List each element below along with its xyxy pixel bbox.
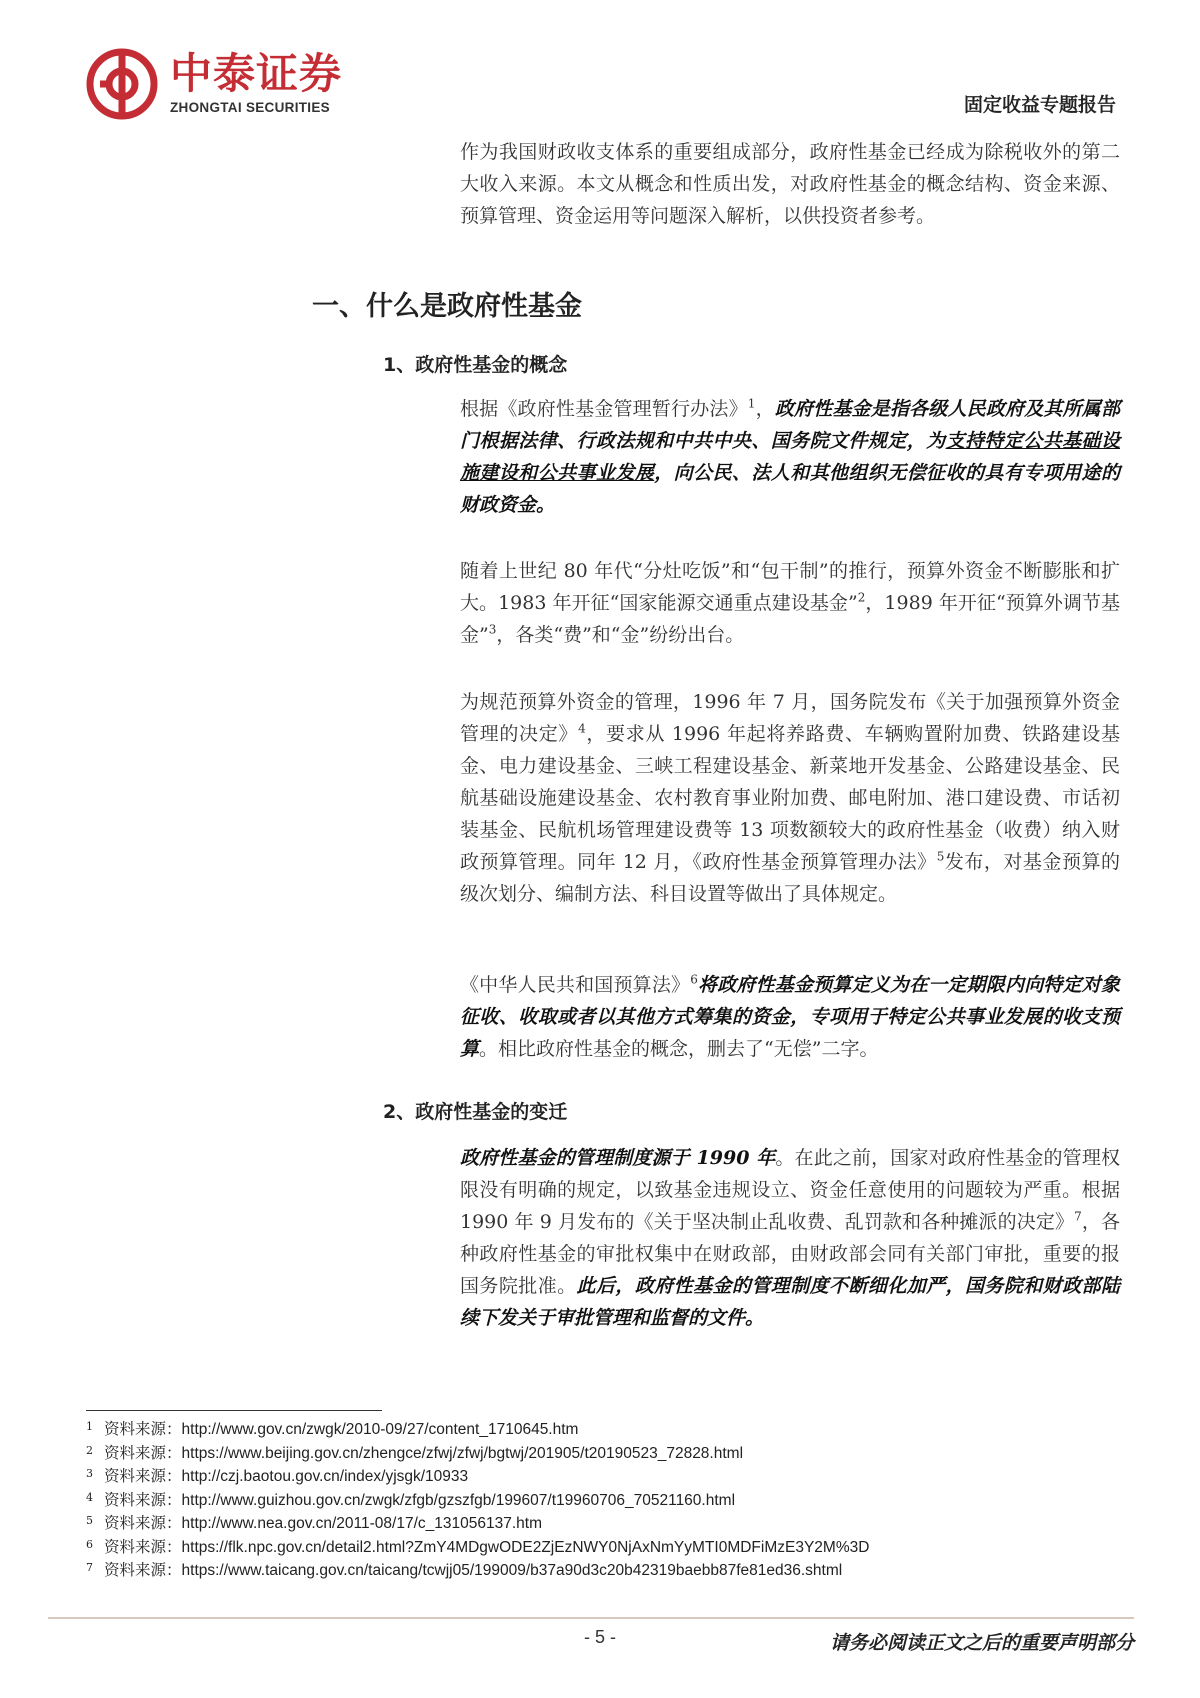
report-type-label: 固定收益专题报告 <box>963 94 1116 116</box>
footnote-item <box>86 1418 1146 1442</box>
paragraph-budget-law <box>460 969 1120 1065</box>
text: 根据《政府性基金管理暂行办法》 <box>460 398 748 420</box>
footnote-number: 3 <box>86 1467 93 1480</box>
text: 。在此之前，国家对政府性基金的管理权限没有明确的规定，以致基金违规设立、资金任意使用的问题较为严重。根据 1990 年 9 月发布的《关于坚决制止乱收费、乱罚款和各种摊派的决定》 <box>460 1147 1120 1233</box>
footnote-item <box>86 1559 1146 1583</box>
footnote-url: https://www.taicang.gov.cn/taicang/tcwjj05/199009/b37a90d3c20b42319baebb87fe81ed36.shtml <box>181 1562 843 1579</box>
footnote-url: https://www.beijing.gov.cn/zhengce/zfwj/zfwj/bgtwj/201905/t20190523_72828.html <box>181 1444 744 1462</box>
footnote-item <box>86 1512 1146 1536</box>
emphasis-text: ，向公民、法人和其他组织无偿征收的具有专项用途的财政资金。 <box>460 462 1120 516</box>
footnote-label: 资料来源： <box>104 1443 182 1462</box>
footnote-url: http://www.guizhou.gov.cn/zwgk/zfgb/gzszfgb/199607/t19960706_70521160.html <box>181 1491 736 1509</box>
footnote-number: 5 <box>86 1514 93 1527</box>
page-number: - 5 - <box>583 1627 616 1647</box>
paragraph-history <box>460 555 1120 651</box>
footnote-ref: 2 <box>857 590 866 605</box>
footnote-number: 1 <box>86 1420 93 1433</box>
footnote-item <box>86 1465 1146 1489</box>
paragraph-evolution <box>460 1142 1120 1334</box>
text: 《中华人民共和国预算法》 <box>460 974 691 996</box>
company-logo <box>86 48 386 124</box>
zhongtai-logo-icon <box>86 48 158 120</box>
text: ，要求从 1996 年起将养路费、车辆购置附加费、铁路建设基金、电力建设基金、三峡工程建设基金、新菜地开发基金、公路建设基金、民航基础设施建设基金、农村教育事业附加费、邮电附加、港口建设费、市话初装基金、民航机场管理建设费等 13 项数额较大的政府性基金（收费）纳入财政预算管理。同年 12 月，《政府性基金预算管理办法》 <box>460 723 1120 873</box>
intro-paragraph: 作为我国财政收支体系的重要组成部分，政府性基金已经成为除税收外的第二大收入来源。本文从概念和性质出发，对政府性基金的概念结构、资金来源、预算管理、资金运用等问题深入解析，以供投资者参考。 <box>460 141 1120 227</box>
footnote-url: http://www.gov.cn/zwgk/2010-09/27/content_1710645.htm <box>181 1421 579 1438</box>
footnote-divider <box>86 1410 382 1411</box>
disclaimer-text: 请务必阅读正文之后的重要声明部分 <box>829 1632 1134 1654</box>
text: 。相比政府性基金的概念，删去了“无偿”二字。 <box>479 1038 879 1060</box>
footnote-item <box>86 1536 1146 1560</box>
emphasis-text: 此后，政府性基金的管理制度不断细化加严，国务院和财政部陆续下发关于审批管理和监督的文件。 <box>460 1275 1120 1329</box>
footnote-url: http://www.nea.gov.cn/2011-08/17/c_131056137.htm <box>181 1515 542 1532</box>
subsection-title-concept: 1、政府性基金的概念 <box>383 354 568 376</box>
emphasis-text: 政府性基金是指各级人民政府及其所属部门根据法律、行政法规和中共中央、国务院文件规定，为 <box>460 398 1120 452</box>
footnote-label: 资料来源： <box>104 1467 182 1485</box>
footnote-item <box>86 1489 1146 1513</box>
text: ，各类“费”和“金”纷纷出台。 <box>496 624 745 646</box>
text: ，1989 年开征“预算外调节基金” <box>460 592 1121 646</box>
footnote-label: 资料来源： <box>104 1490 182 1509</box>
section-title: 一、什么是政府性基金 <box>312 291 582 322</box>
logo-english-name: ZHONGTAI SECURITIES <box>170 100 330 115</box>
text: 随着上世纪 80 年代“分灶吃饭”和“包干制”的推行，预算外资金不断膨胀和扩大。1983 年开征“国家能源交通重点建设基金” <box>460 560 1120 614</box>
footnote-url: https://flk.npc.gov.cn/detail2.html?ZmY4MDgwODE2ZjEzNWY0NjAxNmYyMTI0MDFiMzE3Y2M%3D <box>181 1538 870 1556</box>
text: 发布，对基金预算的级次划分、编制方法、科目设置等做出了具体规定。 <box>460 851 1120 905</box>
footnote-ref: 5 <box>936 849 945 864</box>
footnote-label: 资料来源： <box>104 1537 182 1556</box>
footnote-url: http://czj.baotou.gov.cn/index/yjsgk/10933 <box>181 1468 469 1485</box>
footnote-ref: 7 <box>1074 1209 1082 1224</box>
footnote-label: 资料来源： <box>104 1420 182 1438</box>
footnote-number: 7 <box>86 1561 93 1574</box>
footnote-number: 4 <box>86 1490 93 1504</box>
subsection-title-evolution: 2、政府性基金的变迁 <box>383 1101 568 1123</box>
emphasis-text: 政府性基金的管理制度源于 1990 年 <box>460 1147 776 1169</box>
footnote-ref: 1 <box>747 396 756 411</box>
footnote-item <box>86 1442 1146 1466</box>
footnote-ref: 3 <box>488 622 497 637</box>
footnote-label: 资料来源： <box>104 1514 182 1532</box>
footnote-number: 2 <box>86 1443 93 1457</box>
paragraph-1996-regulation <box>460 686 1120 910</box>
footnote-ref: 4 <box>578 721 586 736</box>
footer-divider <box>48 1617 1134 1619</box>
emphasis-text: 将政府性基金预算定义为在一定期限内向特定对象征收、收取或者以其他方式筹集的资金，专项用于特定公共事业发展的收支预算 <box>460 974 1120 1060</box>
underlined-text: 支持特定公共基础设施建设和公共事业发展 <box>460 430 1120 484</box>
text: 为规范预算外资金的管理，1996 年 7 月，国务院发布《关于加强预算外资金管理的决定》 <box>460 691 1120 745</box>
text: ， <box>755 398 775 420</box>
footnote-ref: 6 <box>690 972 698 987</box>
footnote-label: 资料来源： <box>104 1561 182 1579</box>
logo-chinese-name: 中泰证券 <box>170 49 343 98</box>
paragraph-definition <box>460 393 1120 521</box>
text: ，各种政府性基金的审批权集中在财政部，由财政部会同有关部门审批，重要的报国务院批准。 <box>460 1211 1120 1297</box>
footnote-list <box>86 1418 1146 1583</box>
footnote-number: 6 <box>86 1537 93 1551</box>
